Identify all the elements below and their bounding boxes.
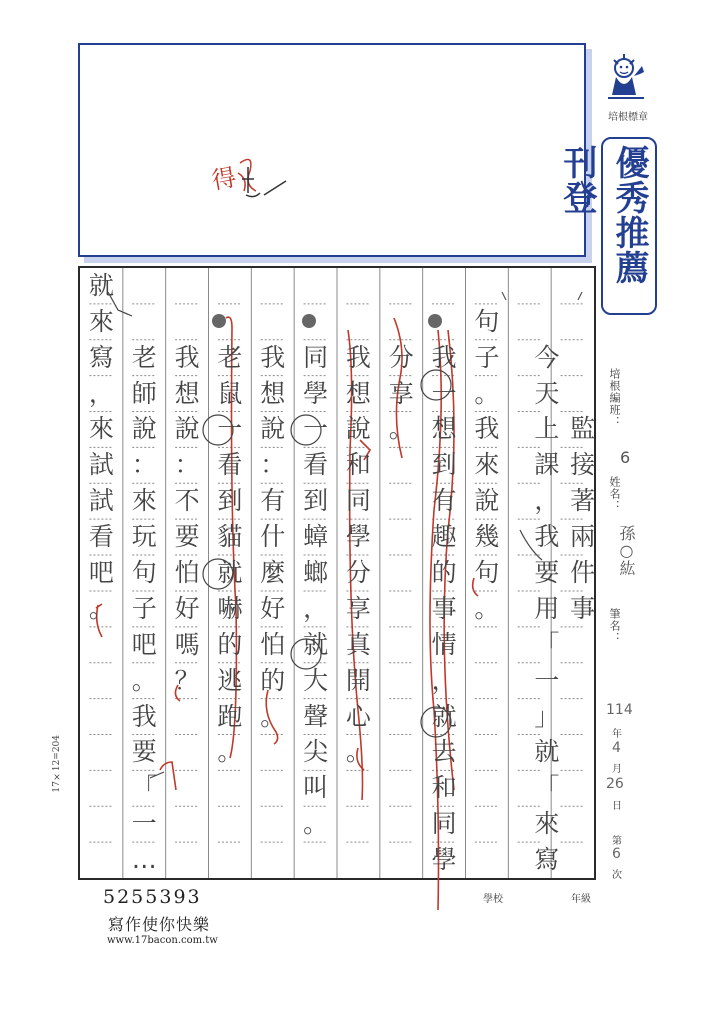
essay-char: 想 <box>260 378 286 408</box>
essay-char: 就 <box>303 629 329 659</box>
count-label: 次 <box>612 870 622 881</box>
essay-char: 吧 <box>131 629 157 659</box>
essay-char: 要 <box>174 522 200 552</box>
essay-char: 我 <box>260 342 286 372</box>
essay-char: 。 <box>388 414 414 444</box>
essay-char: 的 <box>260 665 286 695</box>
essay-char: 螂 <box>303 558 329 587</box>
essay-char: 老 <box>131 342 157 372</box>
essay-char: 來 <box>88 414 114 444</box>
essay-char: 什 <box>260 522 286 552</box>
essay-char: 來 <box>131 486 157 516</box>
paragraph-dots <box>212 314 442 328</box>
essay-char: 我 <box>431 342 457 372</box>
essay-char: 就 <box>217 558 243 587</box>
essay-char: 有 <box>260 486 286 516</box>
name-label: 姓名： <box>608 476 621 512</box>
brand-name: 培根標章 <box>608 112 648 123</box>
essay-char: 的 <box>217 629 243 659</box>
day-label: 日 <box>612 801 622 812</box>
essay-char: 想 <box>345 378 371 408</box>
essay-char: 同 <box>431 809 457 839</box>
essay-char: 叫 <box>303 773 329 803</box>
essay-char: 說 <box>174 414 200 444</box>
essay-char: 到 <box>431 450 457 480</box>
essay-char: 不 <box>174 486 200 516</box>
essay-char: 來 <box>534 809 560 839</box>
essay-char: 想 <box>174 378 200 408</box>
essay-char: 學 <box>345 522 371 552</box>
grade-label: 年級 <box>571 894 591 905</box>
essay-char: 同 <box>303 342 329 372</box>
essay-char: 好 <box>260 593 286 623</box>
essay-char: 想 <box>431 414 457 444</box>
essay-char: 。 <box>303 809 329 839</box>
essay-char: 就 <box>431 701 457 731</box>
essay-char: 玩 <box>131 522 157 552</box>
essay-char: 句 <box>474 306 500 336</box>
essay-title-char: 監 <box>570 414 596 444</box>
essay-char: ： <box>174 450 200 480</box>
essay-char: 看 <box>217 450 243 480</box>
essay-char: 我 <box>174 342 200 372</box>
essay-char: 跑 <box>217 701 243 731</box>
essay-char: 來 <box>88 306 114 336</box>
essay-char: 今 <box>534 342 560 372</box>
essay-char: 來 <box>474 450 500 480</box>
essay-char: 學 <box>431 845 457 875</box>
essay-char: 寫 <box>88 342 114 372</box>
essay-char: 。 <box>474 593 500 623</box>
essay-char: 一 <box>217 414 243 444</box>
essay-char: 上 <box>534 414 560 444</box>
essay-char: 吧 <box>88 558 114 587</box>
essay-char: 嚇 <box>217 593 243 623</box>
essay-char: 享 <box>345 593 371 623</box>
essay-char: 就 <box>534 737 560 767</box>
essay-title-char: 接 <box>570 450 596 480</box>
essay-char: ？ <box>174 665 200 695</box>
count-value: 6 <box>612 846 621 862</box>
essay-char: 子 <box>474 342 500 372</box>
essay-char: 。 <box>345 737 371 767</box>
essay-char: 子 <box>131 593 157 623</box>
essay-char: 聲 <box>303 701 329 731</box>
essay-char: 尖 <box>303 737 329 767</box>
essay-char: ， <box>303 593 329 623</box>
essay-char: 試 <box>88 450 114 480</box>
essay-char: ： <box>131 450 157 480</box>
essay-title-char: 事 <box>570 593 596 623</box>
essay-char: 看 <box>88 522 114 552</box>
essay-char: 大 <box>303 665 329 695</box>
essay-char: 。 <box>260 701 286 731</box>
essay-char: 分 <box>388 342 414 372</box>
essay-title-char: 兩 <box>570 522 596 552</box>
essay-char: 事 <box>431 593 457 623</box>
award-text: 優秀推薦刊登 <box>557 145 649 285</box>
essay-char: 。 <box>474 378 500 408</box>
pen-name-label: 筆名： <box>608 608 621 644</box>
essay-char: 句 <box>474 558 500 587</box>
essay-char: 和 <box>345 450 371 480</box>
essay-char: 開 <box>345 665 371 695</box>
essay-char: 趣 <box>431 522 457 552</box>
essay-char: 用 <box>534 593 560 623</box>
essay-char: 。 <box>131 665 157 695</box>
essay-char: 怕 <box>260 629 286 659</box>
comment-char: 得 <box>209 163 239 195</box>
essay-title-char: 著 <box>570 486 596 516</box>
essay-char: 課 <box>534 450 560 480</box>
essay-char: 我 <box>345 342 371 372</box>
essay-char: 怕 <box>174 558 200 587</box>
essay-char: 說 <box>260 414 286 444</box>
essay-char: 心 <box>345 701 371 731</box>
essay-char: 情 <box>431 629 457 659</box>
essay-char: 嗎 <box>174 629 200 659</box>
essay-char: 貓 <box>217 522 243 552</box>
essay-char: ， <box>534 486 560 516</box>
class-label: 培根編班： <box>608 368 621 428</box>
essay-char: 和 <box>431 773 457 803</box>
year-value: 114 <box>606 702 633 718</box>
grid-spec: 17×12=204 <box>52 735 62 793</box>
essay-char: 的 <box>431 558 457 587</box>
name-value: 孫○紘 <box>617 525 636 576</box>
essay-char: 一 <box>431 378 457 408</box>
essay-char: 到 <box>303 486 329 516</box>
class-value: 6 <box>620 448 631 467</box>
essay-char: 一 <box>131 809 157 839</box>
essay-char: 鼠 <box>217 378 243 408</box>
month-label: 月 <box>612 764 622 775</box>
essay-char: 到 <box>217 486 243 516</box>
essay-char: 。 <box>217 737 243 767</box>
essay-char: 蟑 <box>303 522 329 552</box>
essay-char: 一 <box>534 665 560 695</box>
essay-char: 」 <box>534 701 560 731</box>
essay-char: 逃 <box>217 665 243 695</box>
essay-char: 好 <box>174 593 200 623</box>
essay-char: 分 <box>345 558 371 587</box>
essay-char: 。 <box>88 593 114 623</box>
essay-char: 句 <box>131 558 157 587</box>
year-label: 年 <box>612 729 622 740</box>
day-value: 26 <box>606 776 624 792</box>
school-label: 學校 <box>483 894 503 905</box>
essay-char: 一 <box>303 414 329 444</box>
month-value: 4 <box>612 740 621 756</box>
essay-char: 要 <box>534 558 560 587</box>
essay-char: 「 <box>131 773 157 803</box>
essay-char: 幾 <box>474 522 500 552</box>
essay-char: 說 <box>131 414 157 444</box>
essay-char: 試 <box>88 486 114 516</box>
essay-char: 有 <box>431 486 457 516</box>
essay-char: 要 <box>131 737 157 767</box>
essay-char: 老 <box>217 342 243 372</box>
essay-char: 寫 <box>534 845 560 875</box>
essay-char: 享 <box>388 378 414 408</box>
essay-char: 看 <box>303 450 329 480</box>
essay-char: 學 <box>303 378 329 408</box>
footer-url: www.17bacon.com.tw <box>107 935 218 946</box>
footer-slogan: 寫作使你快樂 <box>108 915 211 934</box>
essay-char: … <box>131 845 157 875</box>
footer-number: 5255393 <box>103 886 202 908</box>
essay-char: 去 <box>431 737 457 767</box>
essay-char: 就 <box>88 270 114 300</box>
essay-char: 說 <box>474 486 500 516</box>
essay-title-char: 件 <box>570 558 596 587</box>
essay-char: ， <box>431 665 457 695</box>
essay-char: 同 <box>345 486 371 516</box>
essay-char: 麼 <box>260 558 286 587</box>
essay-char: 我 <box>131 701 157 731</box>
essay-char: 「 <box>534 629 560 659</box>
essay-char: 我 <box>474 414 500 444</box>
essay-char: 「 <box>534 773 560 803</box>
essay-char: 真 <box>345 629 371 659</box>
essay-char: ， <box>88 378 114 408</box>
essay-char: 說 <box>345 414 371 444</box>
essay-char: 天 <box>534 378 560 408</box>
count-prefix: 第 <box>612 836 622 847</box>
essay-char: 師 <box>131 378 157 408</box>
essay-char: 我 <box>534 522 560 552</box>
essay-char: ： <box>260 450 286 480</box>
